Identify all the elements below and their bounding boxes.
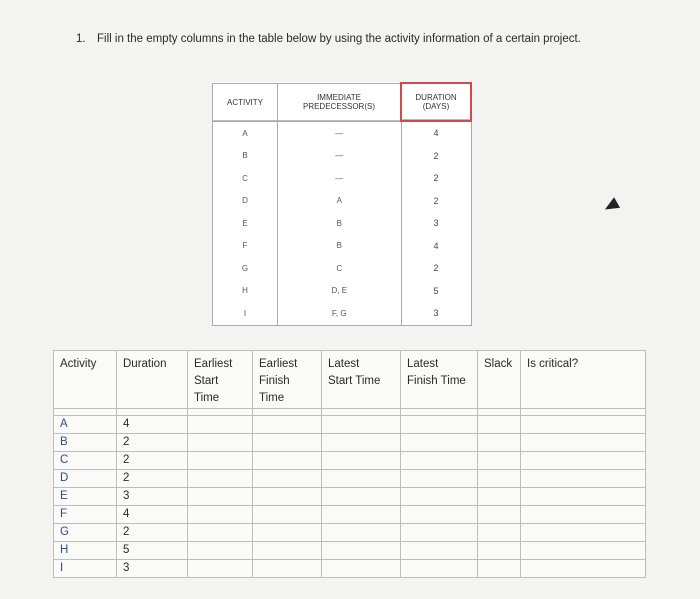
latest-finish-header: Latest Finish Time bbox=[401, 351, 478, 409]
activity-row bbox=[213, 280, 472, 303]
slack-cell[interactable] bbox=[478, 488, 521, 506]
activity-cell: H bbox=[213, 280, 278, 303]
predecessor-cell: D, E bbox=[278, 280, 402, 303]
latest-finish-cell[interactable] bbox=[401, 452, 478, 470]
critical-cell[interactable] bbox=[521, 434, 646, 452]
earliest-finish-cell[interactable] bbox=[253, 434, 322, 452]
latest-finish-cell[interactable] bbox=[401, 560, 478, 578]
critical-cell[interactable] bbox=[521, 470, 646, 488]
activity-row bbox=[213, 190, 472, 213]
earliest-finish-cell[interactable] bbox=[253, 560, 322, 578]
slack-cell[interactable] bbox=[478, 560, 521, 578]
duration-cell: 5 bbox=[401, 280, 471, 303]
answer-activity-cell: B bbox=[54, 434, 117, 452]
latest-finish-cell[interactable] bbox=[401, 506, 478, 524]
duration-cell: 3 bbox=[401, 302, 471, 325]
duration-header: DURATION (DAYS) bbox=[401, 83, 471, 121]
answer-activity-cell: F bbox=[54, 506, 117, 524]
latest-start-cell[interactable] bbox=[322, 434, 401, 452]
earliest-finish-cell[interactable] bbox=[253, 416, 322, 434]
activity-row bbox=[213, 167, 472, 190]
earliest-start-cell[interactable] bbox=[188, 416, 253, 434]
activity-cell: I bbox=[213, 302, 278, 325]
empty-cell bbox=[322, 409, 401, 416]
latest-start-cell[interactable] bbox=[322, 542, 401, 560]
earliest-finish-cell[interactable] bbox=[253, 452, 322, 470]
earliest-start-cell[interactable] bbox=[188, 542, 253, 560]
empty-cell bbox=[117, 409, 188, 416]
ans-activity-header: Activity bbox=[54, 351, 117, 409]
latest-finish-cell[interactable] bbox=[401, 542, 478, 560]
critical-cell[interactable] bbox=[521, 416, 646, 434]
activity-header: ACTIVITY bbox=[213, 83, 278, 121]
answer-activity-cell: D bbox=[54, 470, 117, 488]
latest-start-cell[interactable] bbox=[322, 524, 401, 542]
earliest-start-cell[interactable] bbox=[188, 560, 253, 578]
latest-start-cell[interactable] bbox=[322, 506, 401, 524]
slack-cell[interactable] bbox=[478, 434, 521, 452]
latest-start-cell[interactable] bbox=[322, 416, 401, 434]
empty-cell bbox=[54, 409, 117, 416]
answer-activity-cell: I bbox=[54, 560, 117, 578]
critical-cell[interactable] bbox=[521, 560, 646, 578]
empty-cell bbox=[521, 409, 646, 416]
latest-start-cell[interactable] bbox=[322, 470, 401, 488]
question-number: 1. bbox=[76, 33, 86, 45]
activity-row bbox=[213, 235, 472, 258]
answer-row bbox=[54, 416, 646, 434]
activity-row bbox=[213, 302, 472, 325]
predecessor-cell: B bbox=[278, 235, 402, 258]
answer-row bbox=[54, 524, 646, 542]
question-text: Fill in the empty columns in the table below by using the activity information of a certain project. bbox=[97, 33, 581, 45]
activity-cell: D bbox=[213, 190, 278, 213]
predecessor-cell: A bbox=[278, 190, 402, 213]
activity-cell: F bbox=[213, 235, 278, 258]
latest-finish-cell[interactable] bbox=[401, 524, 478, 542]
activity-row bbox=[213, 212, 472, 235]
activity-cell: C bbox=[213, 167, 278, 190]
answer-duration-cell: 2 bbox=[117, 524, 188, 542]
latest-finish-cell[interactable] bbox=[401, 488, 478, 506]
earliest-start-cell[interactable] bbox=[188, 470, 253, 488]
answer-duration-cell: 2 bbox=[117, 470, 188, 488]
empty-cell bbox=[253, 409, 322, 416]
earliest-start-cell[interactable] bbox=[188, 506, 253, 524]
answer-activity-cell: G bbox=[54, 524, 117, 542]
latest-finish-cell[interactable] bbox=[401, 416, 478, 434]
answer-duration-cell: 2 bbox=[117, 452, 188, 470]
latest-start-cell[interactable] bbox=[322, 560, 401, 578]
predecessors-header: IMMEDIATE PREDECESSOR(S) bbox=[278, 83, 402, 121]
answer-table bbox=[53, 350, 646, 578]
slack-cell[interactable] bbox=[478, 506, 521, 524]
earliest-finish-header: Earliest Finish Time bbox=[253, 351, 322, 409]
predecessor-cell: — bbox=[278, 121, 402, 145]
answer-row bbox=[54, 560, 646, 578]
answer-row bbox=[54, 470, 646, 488]
duration-cell: 4 bbox=[401, 235, 471, 258]
earliest-start-cell[interactable] bbox=[188, 524, 253, 542]
answer-duration-cell: 4 bbox=[117, 506, 188, 524]
earliest-finish-cell[interactable] bbox=[253, 470, 322, 488]
activity-row bbox=[213, 145, 472, 168]
slack-cell[interactable] bbox=[478, 452, 521, 470]
answer-activity-cell: C bbox=[54, 452, 117, 470]
earliest-start-cell[interactable] bbox=[188, 452, 253, 470]
activity-cell: E bbox=[213, 212, 278, 235]
empty-cell bbox=[401, 409, 478, 416]
answer-duration-cell: 2 bbox=[117, 434, 188, 452]
activity-cell: G bbox=[213, 257, 278, 280]
duration-cell: 2 bbox=[401, 145, 471, 168]
slack-cell[interactable] bbox=[478, 416, 521, 434]
duration-cell: 2 bbox=[401, 190, 471, 213]
earliest-finish-cell[interactable] bbox=[253, 542, 322, 560]
mouse-pointer-icon bbox=[602, 197, 620, 214]
predecessor-cell: C bbox=[278, 257, 402, 280]
duration-cell: 2 bbox=[401, 257, 471, 280]
critical-header: Is critical? bbox=[521, 351, 646, 409]
earliest-finish-cell[interactable] bbox=[253, 524, 322, 542]
answer-duration-cell: 3 bbox=[117, 560, 188, 578]
critical-cell[interactable] bbox=[521, 524, 646, 542]
duration-cell: 4 bbox=[401, 121, 471, 145]
answer-row bbox=[54, 542, 646, 560]
answer-duration-cell: 5 bbox=[117, 542, 188, 560]
predecessor-cell: F, G bbox=[278, 302, 402, 325]
latest-start-cell[interactable] bbox=[322, 452, 401, 470]
answer-duration-cell: 4 bbox=[117, 416, 188, 434]
critical-cell[interactable] bbox=[521, 506, 646, 524]
empty-cell bbox=[188, 409, 253, 416]
answer-activity-cell: E bbox=[54, 488, 117, 506]
answer-activity-cell: A bbox=[54, 416, 117, 434]
empty-cell bbox=[478, 409, 521, 416]
activity-cell: A bbox=[213, 121, 278, 145]
latest-start-header: Latest Start Time bbox=[322, 351, 401, 409]
latest-finish-cell[interactable] bbox=[401, 470, 478, 488]
predecessor-cell: B bbox=[278, 212, 402, 235]
slack-header: Slack bbox=[478, 351, 521, 409]
activity-cell: B bbox=[213, 145, 278, 168]
activity-table bbox=[212, 82, 472, 326]
latest-start-cell[interactable] bbox=[322, 488, 401, 506]
answer-activity-cell: H bbox=[54, 542, 117, 560]
earliest-start-cell[interactable] bbox=[188, 434, 253, 452]
critical-cell[interactable] bbox=[521, 488, 646, 506]
spacer-row bbox=[54, 409, 646, 416]
predecessor-cell: — bbox=[278, 145, 402, 168]
slack-cell[interactable] bbox=[478, 524, 521, 542]
earliest-finish-cell[interactable] bbox=[253, 488, 322, 506]
answer-row bbox=[54, 506, 646, 524]
earliest-start-cell[interactable] bbox=[188, 488, 253, 506]
slack-cell[interactable] bbox=[478, 542, 521, 560]
predecessor-cell: — bbox=[278, 167, 402, 190]
answer-row bbox=[54, 434, 646, 452]
answer-duration-cell: 3 bbox=[117, 488, 188, 506]
earliest-finish-cell[interactable] bbox=[253, 506, 322, 524]
activity-row bbox=[213, 257, 472, 280]
critical-cell[interactable] bbox=[521, 452, 646, 470]
slack-cell[interactable] bbox=[478, 470, 521, 488]
answer-row bbox=[54, 452, 646, 470]
latest-finish-cell[interactable] bbox=[401, 434, 478, 452]
duration-cell: 2 bbox=[401, 167, 471, 190]
activity-row bbox=[213, 121, 472, 145]
answer-row bbox=[54, 488, 646, 506]
ans-duration-header: Duration bbox=[117, 351, 188, 409]
critical-cell[interactable] bbox=[521, 542, 646, 560]
duration-cell: 3 bbox=[401, 212, 471, 235]
earliest-start-header: Earliest Start Time bbox=[188, 351, 253, 409]
